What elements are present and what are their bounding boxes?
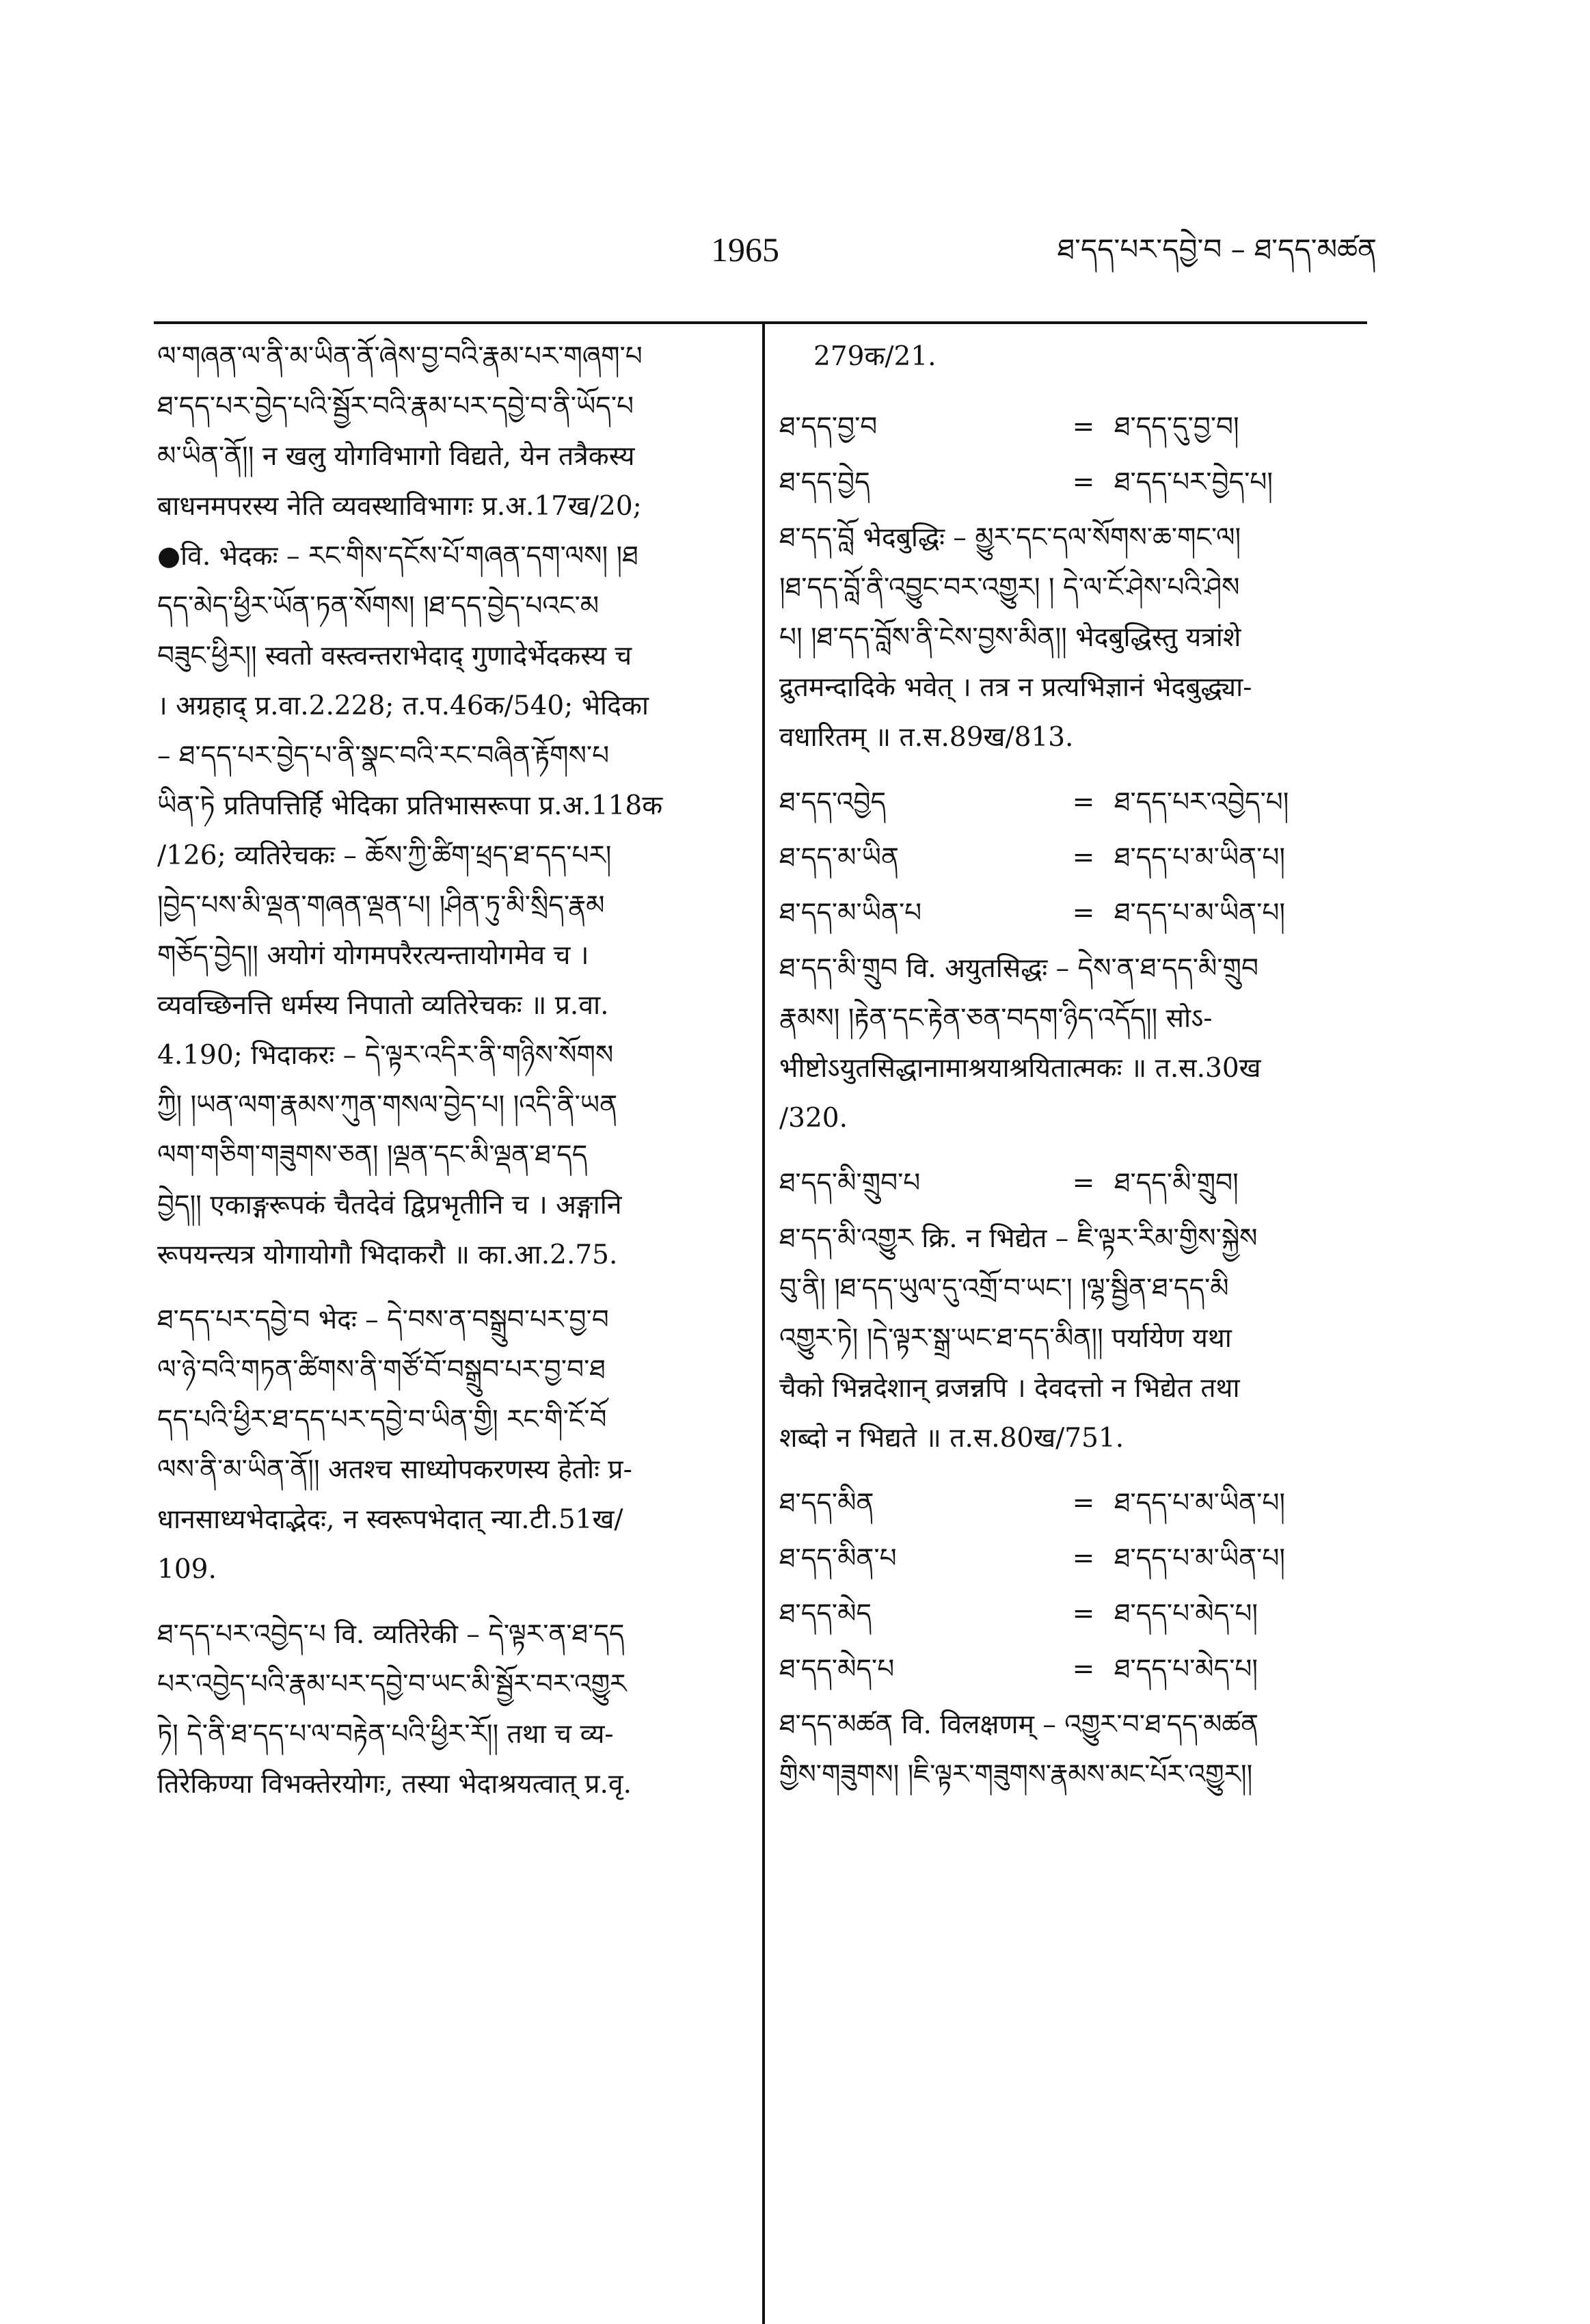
entry-line: /320. [779, 1103, 848, 1134]
entry-line: འགྱུར་ཏེ། །དེ་ལྟར་སྒྲ་ཡང་ཐ་དད་མིན།། पर्यायेण यथा [779, 1323, 1232, 1354]
headword: ཐ་དད་མེད་པ [779, 1654, 895, 1685]
cross-reference [779, 888, 1367, 938]
entry-line: ཏེ། དེ་ནི་ཐ་དད་པ་ལ་བརྟེན་པའི་ཕྱིར་རོ།། तथा च व्य- [157, 1719, 614, 1750]
cross-reference-group [779, 1158, 1367, 1208]
reference-target: ཐ་དད་པ་མ་ཡིན་པ། [1114, 1543, 1285, 1574]
cross-reference-group [779, 402, 1367, 507]
equals-sign: = [1072, 412, 1095, 442]
entry-line: । अग्रहाद् प्र.वा.2.228; त.प.46क/540; भेदिका [157, 691, 649, 721]
headword: ཐ་དད་མ་ཡིན་པ [779, 898, 922, 929]
entry-line: भीष्टोऽयुतसिद्धानामाश्रयाश्रयितात्मकः ॥ त.स.30ख [779, 1053, 1261, 1084]
reference-target: ཐ་དད་པར་འབྱེད་པ། [1114, 787, 1289, 818]
cross-reference [779, 1478, 1367, 1528]
entry-line: པ། །ཐ་དད་བློས་ནི་ངེས་བྱས་མིན།། भेदबुद्धिस्तु यत्रांशे [779, 622, 1241, 653]
entry-line: ལ་ཉེ་བའི་གཏན་ཚིགས་ནི་གཙོ་བོ་བསྒྲུབ་པར་བྱ་བ་ཐ [157, 1354, 606, 1385]
entry-line: །ཐ་དད་བློ་ནི་འབྱུང་བར་འགྱུར། ། དེ་ལ་ངོ་ཤེས་པའི་ཤེས [779, 572, 1240, 603]
equals-sign: = [1072, 1543, 1095, 1574]
entry-line: པར་འབྱེད་པའི་རྣམ་པར་དབྱེ་བ་ཡང་མི་སྦྱོར་བར་འགྱུར [157, 1669, 627, 1700]
reference-target: ཐ་དད་དུ་བྱ་བ། [1114, 412, 1239, 442]
entry-line: /126; व्यतिरेचकः – ཆོས་ཀྱི་ཚིག་ཕྲད་ཐ་དད་པར། [157, 840, 612, 871]
equals-sign: = [1072, 467, 1095, 498]
headword: ཐ་དད་འབྱེད [779, 787, 887, 818]
entry-line: ཐ་དད་མི་གྲུབ वि. अयुतसिद्धः – དེས་ན་ཐ་དད་མི་གྲུབ [779, 953, 1258, 984]
reference-target: ཐ་དད་པ་མ་ཡིན་པ། [1114, 1488, 1285, 1519]
entry-line: ཀྱི། །ཡན་ལག་རྣམས་ཀུན་གསལ་བྱེད་པ། །འདི་ནི་ཡན [157, 1090, 618, 1121]
entry-line: ཐ་དད་མཚན वि. विलक्षणम् – འགྱུར་བ་ཐ་དད་མཚན [779, 1709, 1259, 1740]
cross-reference [779, 402, 1367, 452]
reference-target: ཐ་དད་མི་གྲུབ། [1114, 1168, 1239, 1199]
equals-sign: = [1072, 1168, 1095, 1199]
equals-sign: = [1072, 842, 1095, 873]
equals-sign: = [1072, 1599, 1095, 1629]
right-column [779, 332, 1367, 1815]
entry-line: वधारितम् ॥ त.स.89ख/813. [779, 722, 1074, 753]
entry-line: 4.190; भिदाकरः – དེ་ལྟར་འདིར་ནི་གཉིས་སོགས [157, 1040, 614, 1071]
column-divider [762, 324, 765, 2324]
entry-line: ཐ་དད་པར་དབྱེ་བ भेदः – དེ་བས་ན་བསྒྲུབ་པར་བྱ་བ [157, 1305, 609, 1335]
entry-line: द्रुतमन्दादिके भवेत् । तत्र न प्रत्यभिज्ञानं भेदबुद्ध्या- [779, 672, 1252, 703]
headword: ཐ་དད་བྱ་བ [779, 412, 878, 442]
entry-line: གྱིས་གཟུགས། །ཇི་ལྟར་གཟུགས་རྣམས་མང་པོར་འགྱུར།། [779, 1759, 1253, 1790]
cross-reference [779, 833, 1367, 883]
dictionary-entry [779, 944, 1367, 1143]
dictionary-entry [157, 1610, 742, 1809]
entry-line: रूपयन्त्यत्र योगायोगौ भिदाकरौ ॥ का.आ.2.75. [157, 1240, 618, 1270]
entry-line: བཟུང་ཕྱིར།། स्वतो वस्त्वन्तराभेदाद् गुणादेर्भेदकस्य च [157, 641, 632, 671]
entry-line: धानसाध्यभेदाद्भेदः, न स्वरूपभेदात् न्या.टी.51ख/ [157, 1504, 623, 1535]
entry-line: དད་པའི་ཕྱིར་ཐ་དད་པར་དབྱེ་བ་ཡིན་གྱི། རང་གི་ངོ་བོ [157, 1404, 607, 1435]
cross-reference [779, 777, 1367, 827]
dictionary-entry [157, 1295, 742, 1594]
reference-target: ཐ་དད་པ་མེད་པ། [1114, 1599, 1258, 1629]
entry-line: གཅོད་བྱེད།། अयोगं योगमपरैरत्यन्तायोगमेव च । [157, 940, 589, 971]
entry-continuation: 279क/21. [813, 341, 937, 372]
entry-line: व्यवच्छिनत्ति धर्मस्य निपातो व्यतिरेचकः ॥ प्र.वा. [157, 990, 609, 1021]
equals-sign: = [1072, 1654, 1095, 1685]
entry-line: ཡིན་ཏེ प्रतिपत्तिर्हि भेदिका प्रतिभासरूपा प्र.अ.118क [157, 790, 663, 821]
cross-reference [779, 457, 1367, 507]
reference-target: ཐ་དད་པ་མ་ཡིན་པ། [1114, 842, 1285, 873]
headword: ཐ་དད་མི་གྲུབ་པ [779, 1168, 921, 1199]
dictionary-entry [779, 1700, 1367, 1800]
cross-reference [779, 1158, 1367, 1208]
equals-sign: = [1072, 1488, 1095, 1519]
entry-line: བྱེད།། एकाङ्गरूपकं चैतदेवं द्विप्रभृतीनि च । अङ्गानि [157, 1190, 622, 1220]
left-column [157, 332, 742, 1824]
entry-line: མ་ཡིན་ནོ།། न खलु योगविभागो विद्यते, येन तत्रैकस्य [157, 441, 635, 472]
headword: ཐ་དད་མེད [779, 1599, 872, 1629]
entry-line: 109. [157, 1554, 217, 1585]
entry-line: शब्दो न भिद्यते ॥ त.स.80ख/751. [779, 1423, 1124, 1454]
entry-line: बाधनमपरस्य नेति व्यवस्थाविभागः प्र.अ.17ख/20; [157, 491, 642, 522]
cross-reference-group [779, 777, 1367, 938]
entry-line: ཐ་དད་མི་འགྱུར क्रि. न भिद्येत – ཇི་ལྟར་རིམ་གྱིས་སྐྱེས [779, 1223, 1258, 1254]
cross-reference [779, 1589, 1367, 1639]
entry-line: །བྱེད་པས་མི་ལྡན་གཞན་ལྡན་པ། །ཤིན་ཏུ་མི་སྲིད་རྣམ [157, 890, 605, 921]
headword: ཐ་དད་མིན་པ [779, 1543, 897, 1574]
dictionary-entry [779, 513, 1367, 762]
entry-line: ལ་གཞན་ལ་ནི་མ་ཡིན་ནོ་ཞེས་བྱ་བའི་རྣམ་པར་གཞག་པ [157, 341, 643, 372]
cross-reference-group [779, 1478, 1367, 1694]
entry-line: ལས་ནི་མ་ཡིན་ནོ།། अतश्च साध्योपकरणस्य हेतोः प्र- [157, 1454, 632, 1485]
entry-line: चैको भिन्नदेशान् व्रजन्नपि । देवदत्तो न भिद्येत तथा [779, 1373, 1240, 1404]
reference-target: ཐ་དད་པར་བྱེད་པ། [1114, 467, 1274, 498]
reference-target: ཐ་དད་པ་མེད་པ། [1114, 1654, 1258, 1685]
entry-line: རྣམས། །རྟེན་དང་རྟེན་ཅན་བདག་ཉིད་འདོད།། सोऽ- [779, 1003, 1213, 1034]
equals-sign: = [1072, 787, 1095, 818]
entry-line: – ཐ་དད་པར་བྱེད་པ་ནི་སྣང་བའི་རང་བཞིན་རྟོགས་པ [157, 740, 610, 771]
reference-target: ཐ་དད་པ་མ་ཡིན་པ། [1114, 898, 1285, 929]
entry-line: དད་མེད་ཕྱིར་ཡོན་ཏན་སོགས། །ཐ་དད་བྱེད་པའང་མ [157, 591, 599, 622]
headword: ཐ་དད་མ་ཡིན [779, 842, 899, 873]
header-rule [154, 321, 1367, 324]
entry-line: བུ་ནི། །ཐ་དད་ཡུལ་དུ་འགྲོ་བ་ཡང་། །ལྷ་སྦྱིན་ཐ་དད་མི [779, 1273, 1229, 1304]
headword: ཐ་དད་བྱེད [779, 467, 870, 498]
entry-line: ཐ་དད་པར་འབྱེད་པ वि. व्यतिरेकी – དེ་ལྟར་ན་ཐ་དད [157, 1619, 625, 1650]
entry-line: ཐ་དད་བློ भेदबुद्धिः – མྱུར་དང་དལ་སོགས་ཆ་གང་ལ། [779, 522, 1241, 553]
page-number: 1965 [711, 230, 779, 269]
entry-line: ●वि. भेदकः – རང་གིས་དངོས་པོ་གཞན་དག་ལས། །ཐ [157, 541, 638, 572]
entry-line: ལག་གཅིག་གཟུགས་ཅན། །ལྡན་དང་མི་ལྡན་ཐ་དད [157, 1140, 588, 1171]
entry-line: तिरेकिण्या विभक्तेरयोगः, तस्या भेदाश्रयत्वात् प्र.वृ. [157, 1769, 632, 1800]
cross-reference [779, 1644, 1367, 1694]
dictionary-entry-continuation [157, 332, 742, 1280]
page-header [0, 226, 1590, 273]
cross-reference [779, 1534, 1367, 1584]
running-head: ཐ་དད་པར་དབྱེ་བ – ཐ་དད་མཚན [1057, 232, 1377, 266]
equals-sign: = [1072, 898, 1095, 929]
headword: ཐ་དད་མིན [779, 1488, 874, 1519]
entry-line: ཐ་དད་པར་བྱེད་པའི་སྦྱོར་བའི་རྣམ་པར་དབྱེ་བ་ནི་ཡོད་པ [157, 391, 634, 422]
dictionary-entry [779, 1214, 1367, 1463]
